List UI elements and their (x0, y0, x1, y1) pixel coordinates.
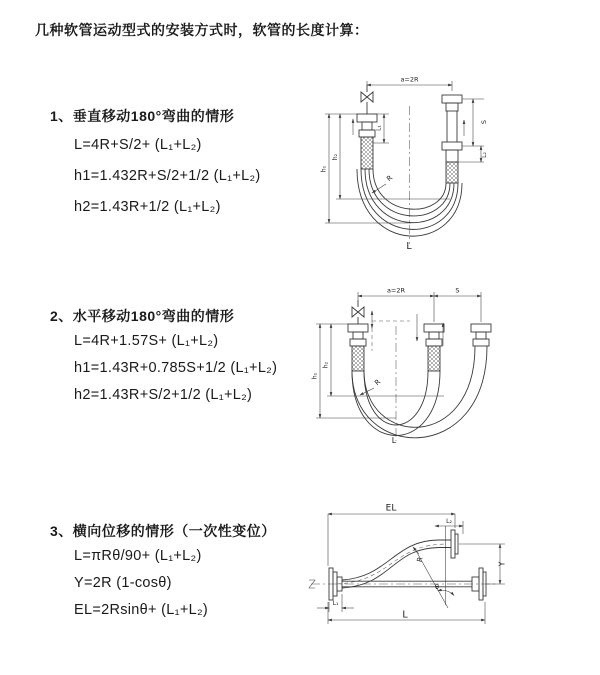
diagram-horizontal-180-bend (306, 281, 571, 459)
section-3-formula-L: L=πRθ/90+ (L₁+L₂) (74, 548, 202, 564)
diagram-vertical-180-bend (308, 66, 593, 266)
section-2-formula-h1: h1=1.43R+0.785S+1/2 (L₁+L₂) (74, 360, 278, 376)
diagram-lateral-displacement (293, 498, 593, 638)
valve-icon (361, 85, 373, 114)
doc-title: 几种软管运动型式的安装方式时，软管的长度计算： (35, 22, 369, 38)
right-flange-fitting (442, 95, 462, 183)
dim-label-l: L (402, 609, 408, 621)
dim-label-l: L (406, 241, 412, 252)
dim-label-l1: L₁ (375, 125, 383, 131)
section-2-heading: 2、水平移动180°弯曲的情形 (50, 308, 235, 324)
section-1-formula-h1: h1=1.432R+S/2+1/2 (L₁+L₂) (74, 168, 261, 184)
section-1-formula-L: L=4R+S/2+ (L₁+L₂) (74, 137, 202, 153)
dim-label-l2: L₂ (446, 518, 452, 525)
dim-label-el: EL (385, 503, 397, 514)
dim-label-l2: L₂ (481, 152, 488, 158)
dim-label-y: Y (497, 561, 507, 567)
section-3-formula-EL: EL=2Rsinθ+ (L₁+L₂) (74, 602, 209, 618)
right-flange-fitting (471, 324, 491, 346)
section-1-formula-h2: h2=1.43R+1/2 (L₁+L₂) (74, 199, 221, 215)
radius-leader (360, 388, 374, 395)
dimension-lines (316, 292, 481, 418)
dim-label-r: R (385, 173, 395, 184)
section-2-formula-h2: h2=1.43R+S/2+1/2 (L₁+L₂) (74, 387, 253, 403)
dim-label-span: a=2R (386, 286, 406, 295)
dim-label-r: R (373, 377, 383, 388)
dim-label-l1: L₁ (332, 600, 339, 607)
dim-label-h1: h₁ (320, 165, 328, 173)
valve-icon (352, 300, 364, 324)
dim-label-h1: h₁ (311, 372, 319, 380)
hose-u-curves (352, 346, 487, 438)
braided-hose-section (361, 137, 373, 169)
section-2-formula-L: L=4R+1.57S+ (L₁+L₂) (74, 333, 219, 349)
braided-hose-section (352, 346, 364, 371)
section-1-heading: 1、垂直移动180°弯曲的情形 (50, 108, 235, 124)
dim-label-s: S (480, 119, 488, 125)
dim-label-span: a=2R (400, 75, 419, 84)
dim-label-r: R (415, 556, 425, 563)
section-3-heading: 3、横向位移的情形（一次性变位） (50, 523, 276, 539)
dimension-lines (317, 514, 505, 624)
left-flange-fitting (357, 114, 377, 169)
dim-label-h2: h₂ (322, 361, 330, 369)
left-flange-fitting (348, 324, 368, 371)
dim-label-l: L (391, 436, 397, 445)
braided-hose-section (428, 346, 440, 371)
middle-flange-fitting (424, 324, 444, 371)
braided-hose-section (446, 162, 458, 183)
dim-label-s: S (455, 286, 460, 295)
dim-label-h2: h₂ (332, 153, 339, 161)
dim-label-theta: θ (435, 583, 439, 591)
dimension-lines (325, 81, 484, 223)
section-3-formula-Y: Y=2R (1-cosθ) (74, 575, 172, 591)
angle-arc (438, 590, 454, 595)
